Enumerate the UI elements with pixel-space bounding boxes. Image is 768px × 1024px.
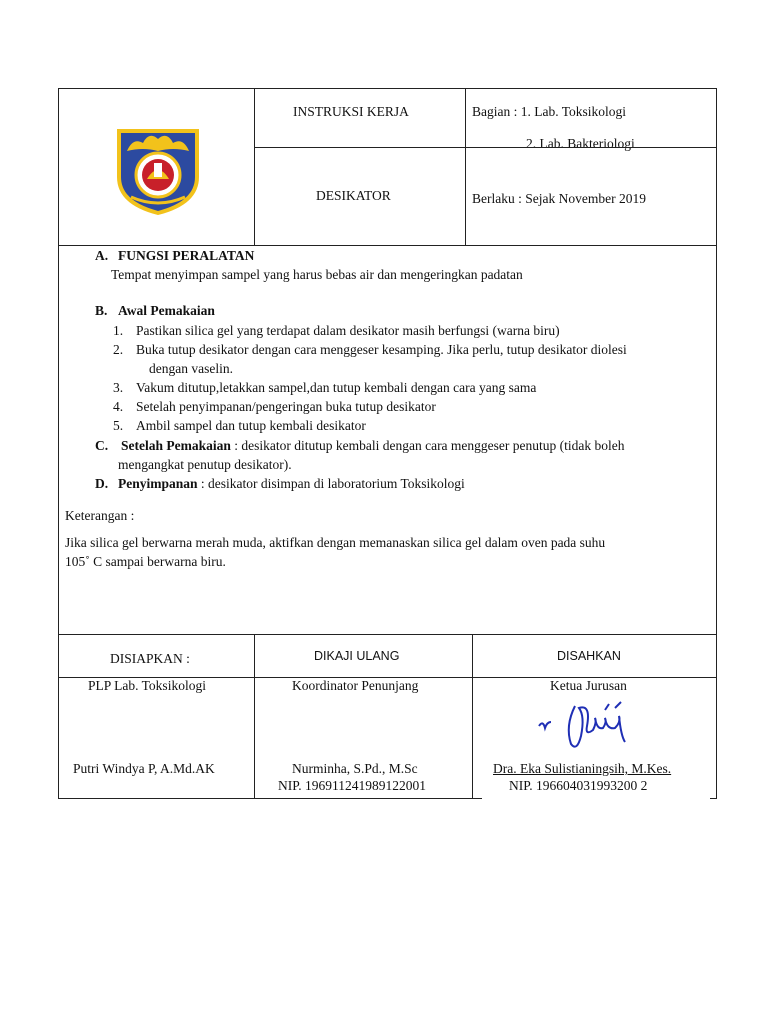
dikaji-header-cell	[254, 634, 473, 678]
disahkan-nip: NIP. 196604031993200 2	[509, 778, 648, 793]
section-b-label: B.	[95, 303, 108, 318]
bagian-cell	[465, 88, 717, 151]
section-c-line	[121, 438, 625, 454]
signature-icon	[535, 696, 655, 756]
section-d-label: D.	[95, 476, 109, 491]
b-item-num: 1.	[113, 323, 124, 338]
berlaku-cell	[465, 147, 717, 246]
b-item-num: 4.	[113, 399, 124, 414]
b-item-text: Vakum ditutup,letakkan sampel,dan tutup kembali dengan cara yang sama	[136, 380, 537, 395]
section-d-line	[118, 476, 465, 492]
disahkan-bottom-border-left	[472, 798, 482, 799]
doc-title-cell	[254, 147, 466, 246]
b-item-num: 3.	[113, 380, 124, 395]
b-item-text: Pastikan silica gel yang terdapat dalam desikator masih berfungsi (warna biru)	[136, 323, 560, 338]
institution-logo-icon	[113, 125, 203, 215]
disahkan-header-cell	[472, 634, 717, 678]
disahkan-header: DISAHKAN	[557, 649, 621, 663]
section-a-label: A.	[95, 248, 109, 263]
b-item-text-cont: dengan vaselin.	[149, 361, 233, 376]
dikaji-header: DIKAJI ULANG	[314, 649, 400, 663]
dikaji-role: Koordinator Penunjang	[292, 678, 419, 693]
body-content	[59, 246, 718, 636]
berlaku-text: Berlaku : Sejak November 2019	[472, 191, 646, 206]
section-b-title: Awal Pemakaian	[118, 303, 215, 318]
section-a-text: Tempat menyimpan sampel yang harus bebas air dan mengeringkan padatan	[111, 267, 523, 282]
disahkan-role: Ketua Jurusan	[550, 678, 627, 693]
keterangan-line-2: 105˚ C sampai berwarna biru.	[65, 554, 226, 569]
dikaji-name: Nurminha, S.Pd., M.Sc	[292, 761, 418, 776]
section-d-title: Penyimpanan	[118, 476, 198, 491]
bagian-line-1: Bagian : 1. Lab. Toksikologi	[472, 104, 627, 119]
disiapkan-header-cell	[58, 634, 255, 678]
document-sheet	[58, 88, 717, 799]
keterangan-label: Keterangan :	[65, 508, 135, 523]
disiapkan-header: DISIAPKAN :	[110, 651, 190, 666]
b-item-text: Setelah penyimpanan/pengeringan buka tutup desikator	[136, 399, 436, 414]
disiapkan-sign-cell	[58, 677, 255, 799]
b-item-text: Buka tutup desikator dengan cara menggeser kesamping. Jika perlu, tutup desikator diolesi	[136, 342, 627, 357]
disiapkan-role: PLP Lab. Toksikologi	[88, 678, 206, 693]
doc-type-label: INSTRUKSI KERJA	[293, 104, 409, 119]
dikaji-nip: NIP. 196911241989122001	[278, 778, 427, 793]
section-c-text-cont: mengangkat penutup desikator).	[118, 457, 292, 472]
disahkan-sign-cell	[472, 677, 717, 799]
b-item-text: Ambil sampel dan tutup kembali desikator	[136, 418, 366, 433]
section-d-text: : desikator disimpan di laboratorium Toksikologi	[197, 476, 465, 491]
keterangan-line-1: Jika silica gel berwarna merah muda, aktifkan dengan memanaskan silica gel dalam oven pada suhu	[65, 535, 606, 550]
disiapkan-name: Putri Windya P, A.Md.AK	[73, 761, 215, 776]
section-c-title: Setelah Pemakaian	[121, 438, 231, 453]
bagian-line-2: 2. Lab. Bakteriologi	[526, 136, 635, 151]
body-cell	[58, 245, 717, 635]
doc-title: DESIKATOR	[316, 188, 391, 203]
b-item-num: 2.	[113, 342, 124, 357]
logo-cell	[58, 88, 255, 246]
section-c-text: : desikator ditutup kembali dengan cara menggeser penutup (tidak boleh	[230, 438, 625, 453]
b-item-num: 5.	[113, 418, 124, 433]
section-c-label: C.	[95, 438, 109, 453]
doc-type-cell	[254, 88, 466, 148]
disahkan-bottom-border-right	[710, 798, 717, 799]
section-a-title: FUNGSI PERALATAN	[118, 248, 255, 263]
disahkan-name: Dra. Eka Sulistianingsih, M.Kes.	[493, 761, 672, 776]
dikaji-sign-cell	[254, 677, 473, 799]
